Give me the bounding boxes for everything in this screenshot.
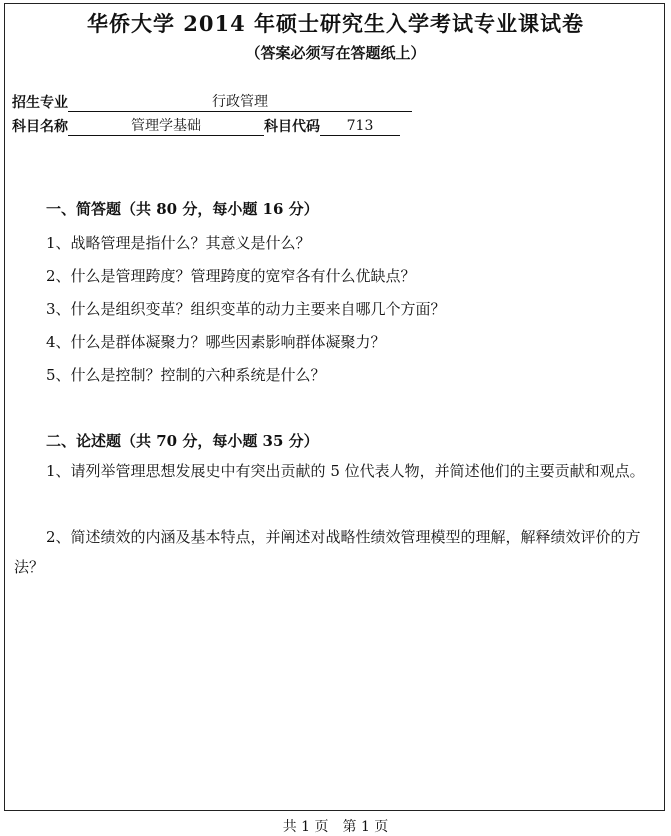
section2-heading: 二、论述题（共 70 分，每小题 35 分）: [46, 432, 319, 450]
exam-subtitle: （答案必须写在答题纸上）: [245, 44, 426, 62]
subject-label: 科目名称: [12, 119, 68, 135]
major-value: 行政管理: [68, 93, 412, 112]
subject-value: 管理学基础: [68, 117, 264, 136]
code-value: 713: [320, 117, 400, 136]
page-footer: 共 1 页 第 1 页: [282, 819, 389, 835]
exam-title: 华侨大学 2014 年硕士研究生入学考试专业课试卷: [86, 11, 585, 36]
essay-question: 2、简述绩效的内涵及基本特点，并阐述对战略性绩效管理模型的理解，解释绩效评价的方法？: [14, 528, 641, 576]
essay-question: 1、请列举管理思想发展史中有突出贡献的 5 位代表人物，并简述他们的主要贡献和观点。: [46, 462, 645, 480]
subject-field-row: [12, 116, 400, 136]
major-field-row: [12, 92, 412, 112]
section1-heading: 一、简答题（共 80 分，每小题 16 分）: [46, 200, 319, 218]
short-question: 3、什么是组织变革？组织变革的动力主要来自哪几个方面？: [46, 300, 446, 318]
short-question: 2、什么是管理跨度？管理跨度的宽窄各有什么优缺点？: [46, 267, 416, 285]
code-label: 科目代码: [264, 119, 320, 135]
major-label: 招生专业: [12, 95, 68, 111]
short-question: 5、什么是控制？控制的六种系统是什么？: [46, 366, 326, 384]
short-question: 1、战略管理是指什么？其意义是什么？: [46, 234, 311, 252]
short-question: 4、什么是群体凝聚力？哪些因素影响群体凝聚力？: [46, 333, 386, 351]
